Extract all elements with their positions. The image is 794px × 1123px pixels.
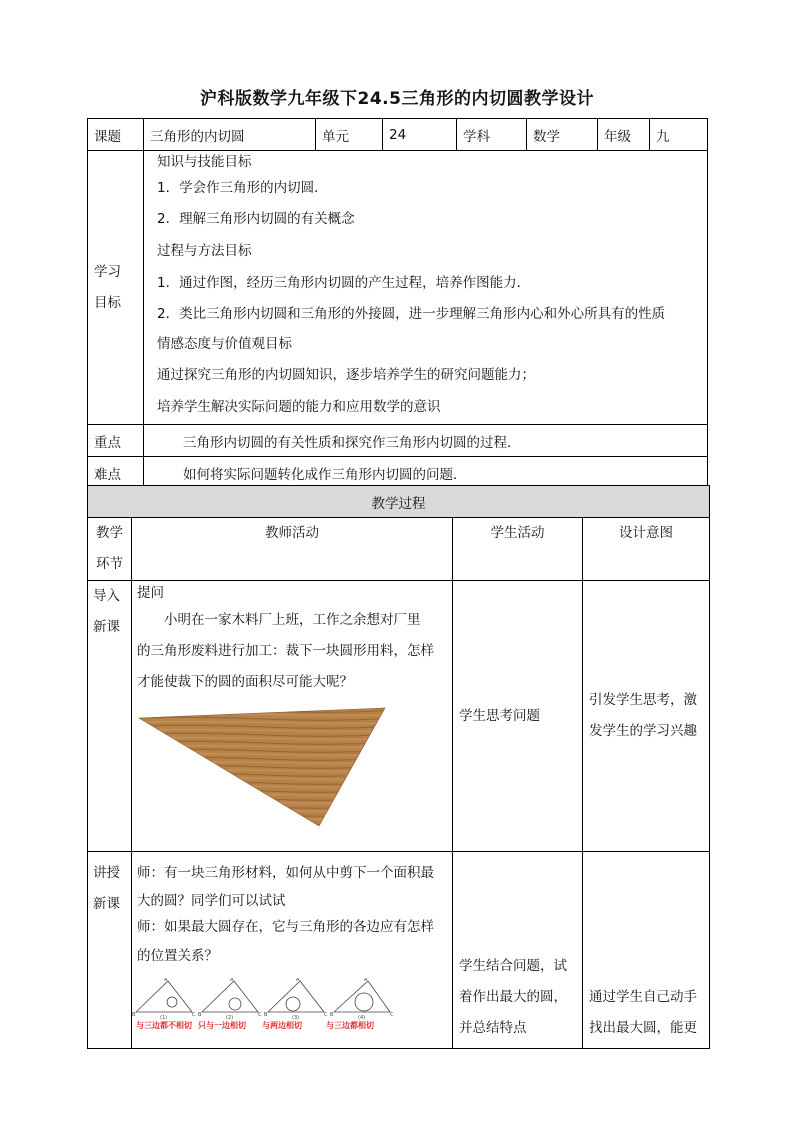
goal-line: 1．通过作图，经历三角形内切圆的产生过程，培养作图能力． — [157, 275, 531, 291]
new-teacher-line: 师：有一块三角形材料，如何从中剪下一个面积最 — [137, 865, 434, 881]
goal-line: 情感态度与价值观目标 — [157, 336, 292, 352]
intro-intent-line: 引发学生思考，激 — [589, 692, 697, 708]
key-point-row — [88, 425, 708, 457]
col-stage-2: 环节 — [96, 556, 123, 572]
svg-text:A: A — [164, 978, 168, 983]
info-table — [87, 118, 708, 489]
svg-text:C: C — [258, 1012, 262, 1018]
intro-row — [88, 581, 710, 852]
intro-stage-2: 新课 — [93, 619, 120, 635]
col-student: 学生活动 — [490, 525, 545, 541]
wood-triangle — [139, 708, 385, 826]
new-intent-line: 通过学生自己动手 — [589, 989, 697, 1005]
goal-line: 过程与方法目标 — [157, 243, 252, 259]
course-value: 三角形的内切圆 — [150, 128, 245, 145]
new-student-line: 着作出最大的圆， — [459, 989, 567, 1005]
new-intent-line: 找出最大圆，能更 — [589, 1020, 697, 1036]
process-table — [87, 485, 710, 1049]
svg-text:B: B — [330, 1012, 334, 1018]
key-point-text: 三角形内切圆的有关性质和探究作三角形内切圆的过程． — [183, 434, 521, 451]
difficulty-label: 难点 — [94, 466, 121, 483]
column-header-row — [88, 518, 710, 581]
new-teacher-line: 的位置关系？ — [137, 948, 218, 964]
svg-text:(1): (1) — [160, 1015, 168, 1021]
col-intent: 设计意图 — [619, 525, 673, 541]
new-student-line: 学生结合问题，试 — [459, 958, 567, 974]
key-point-label: 重点 — [94, 434, 121, 451]
unit-value: 24 — [389, 126, 407, 143]
intro-stage-1: 导入 — [93, 588, 120, 604]
header-row — [88, 119, 708, 151]
goals-label-1: 学习 — [94, 263, 121, 280]
course-label: 课题 — [94, 128, 121, 145]
svg-text:(2): (2) — [226, 1015, 234, 1021]
svg-text:A: A — [364, 978, 368, 983]
svg-text:C: C — [324, 1012, 328, 1018]
new-stage-1: 讲授 — [93, 865, 120, 881]
subject-value: 数学 — [533, 128, 560, 145]
difficulty-row — [88, 457, 708, 489]
tangent-caption-1: 与三边都不相切 — [136, 1021, 192, 1030]
new-teacher-line: 大的圆？同学们可以试试 — [137, 893, 286, 909]
intro-teacher-line: 才能使裁下的圆的面积尽可能大呢？ — [137, 674, 353, 690]
svg-text:C: C — [192, 1012, 196, 1018]
goal-line: 知识与技能目标 — [157, 154, 252, 170]
new-lesson-row — [88, 852, 710, 1049]
col-teacher: 教师活动 — [265, 525, 319, 541]
wood-triangle-image — [135, 700, 395, 830]
intro-student: 学生思考问题 — [459, 707, 540, 724]
intro-teacher-line: 小明在一家木料厂上班，工作之余想对厂里 — [164, 612, 421, 628]
new-stage-2: 新课 — [93, 896, 120, 912]
tangent-caption-2: 只与一边相切 — [198, 1021, 246, 1030]
goal-line: 2．类比三角形内切圆和三角形的外接圆，进一步理解三角形内心和外心所具有的性质 — [157, 306, 666, 322]
grade-label: 年级 — [604, 128, 631, 145]
tangent-caption-3: 与两边相切 — [262, 1021, 302, 1030]
document-title: 沪科版数学九年级下24.5三角形的内切圆教学设计 — [200, 89, 594, 109]
tangent-diagrams — [132, 978, 402, 1024]
unit-label: 单元 — [322, 128, 349, 145]
intro-teacher-title: 提问 — [137, 585, 164, 601]
goals-row — [88, 151, 708, 425]
svg-text:B: B — [264, 1012, 268, 1018]
intro-teacher-line: 的三角形废料进行加工：裁下一块圆形用料，怎样 — [137, 643, 434, 659]
col-stage-1: 教学 — [96, 525, 123, 541]
subject-label: 学科 — [463, 128, 490, 145]
svg-text:A: A — [230, 978, 234, 983]
process-heading: 教学过程 — [88, 486, 710, 518]
intro-intent-line: 发学生的学习兴趣 — [589, 723, 697, 739]
goal-line: 培养学生解决实际问题的能力和应用数学的意识 — [157, 399, 441, 415]
difficulty-text: 如何将实际问题转化成作三角形内切圆的问题． — [183, 466, 467, 483]
svg-text:(4): (4) — [358, 1015, 366, 1021]
svg-text:B: B — [198, 1012, 202, 1018]
goals-label-2: 目标 — [94, 294, 121, 311]
goal-line: 通过探究三角形的内切圆知识，逐步培养学生的研究问题能力； — [157, 367, 535, 383]
svg-text:B: B — [132, 1012, 136, 1018]
svg-text:(3): (3) — [292, 1015, 300, 1021]
new-teacher-line: 师：如果最大圆存在，它与三角形的各边应有怎样 — [137, 919, 434, 935]
new-student-line: 并总结特点 — [459, 1020, 527, 1036]
goal-line: 2．理解三角形内切圆的有关概念 — [157, 211, 355, 227]
svg-text:C: C — [390, 1012, 394, 1018]
grade-value: 九 — [656, 128, 670, 145]
goal-line: 1．学会作三角形的内切圆． — [157, 180, 328, 196]
tangent-caption-4: 与三边都相切 — [326, 1021, 374, 1030]
svg-text:A: A — [296, 978, 300, 983]
